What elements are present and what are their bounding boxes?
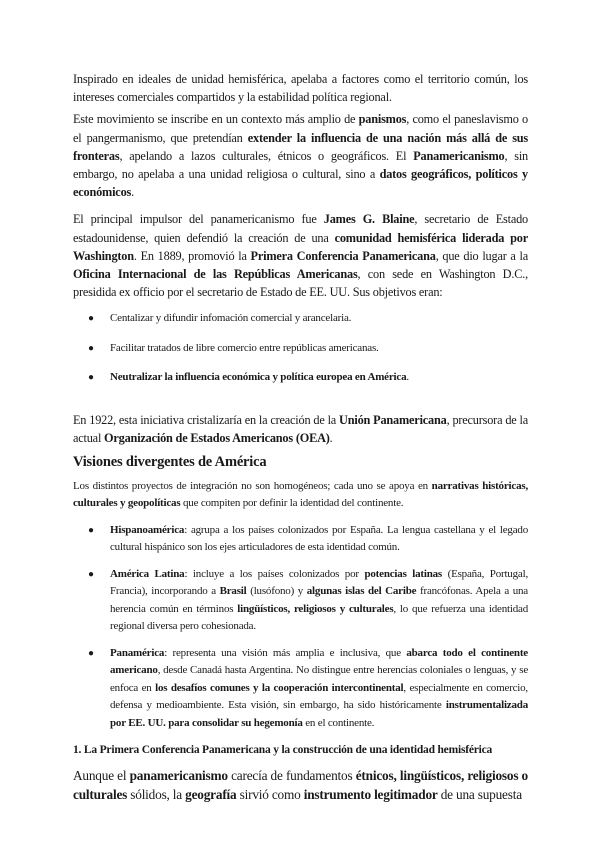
bold-text: Neutralizar la influencia económica y política europea en América bbox=[110, 371, 407, 384]
bold-text: potencias latinas bbox=[364, 567, 443, 580]
text-run: Centalizar y difundir infomación comercial y arancelaria. bbox=[110, 312, 352, 325]
text-run: Facilitar tratados de libre comercio entre repúblicas americanas. bbox=[110, 341, 379, 354]
bullet-icon: ● bbox=[88, 568, 94, 580]
text-run: , especialmente en comercio, defensa y medioambiente. Esta visión, sin embargo, ha sido históricamente bbox=[110, 681, 528, 712]
list-item-objective-1 bbox=[88, 310, 528, 328]
paragraph-blaine bbox=[73, 210, 528, 301]
bold-text: Panamericanismo bbox=[413, 148, 505, 163]
text-run: Inspirado en ideales de unidad hemisférica, apelaba a factores como el territorio común, los intereses comerciales compartidos y la estabilidad política regional. bbox=[73, 72, 528, 105]
bold-text: Oficina Internacional de las Repúblicas Americanas bbox=[73, 267, 358, 282]
text-run: que compiten por definir la identidad del continente. bbox=[180, 497, 404, 510]
list-item-objective-3 bbox=[88, 369, 528, 387]
text-run: , desde Canadá hasta Argentina. No distingue entre herencias coloniales o lenguas, y se enfoca en bbox=[110, 664, 528, 694]
text-run: . bbox=[131, 185, 134, 200]
bullet-icon: ● bbox=[88, 524, 94, 536]
text-run: . bbox=[406, 371, 409, 384]
bold-text: Organización de Estados Americanos (OEA) bbox=[104, 431, 330, 446]
bold-text: Unión Panamericana bbox=[339, 412, 447, 427]
bold-text: lingüísticos, religiosos y culturales bbox=[237, 602, 394, 615]
text-run: de una supuesta bbox=[437, 787, 522, 803]
bold-text: abarca todo el continente americano bbox=[110, 646, 528, 677]
text-run: , que dio lugar a la bbox=[435, 248, 528, 263]
bold-text: Panamérica bbox=[110, 646, 165, 659]
bold-text: comunidad hemisférica liderada por Washington bbox=[73, 230, 529, 263]
bullet-icon: ● bbox=[88, 313, 94, 325]
paragraph-geografia bbox=[73, 766, 528, 804]
list-item-hispanoamerica bbox=[88, 522, 528, 557]
text-run: , como el paneslavismo o el pangermanismo, que pretendían bbox=[73, 112, 528, 145]
text-run: Aunque el bbox=[73, 768, 130, 784]
text-run: 1. La Primera Conferencia Panamericana y la construcción de una identidad hemisférica bbox=[73, 744, 493, 757]
text-run: , precursora de la actual bbox=[73, 412, 528, 446]
bold-text: narrativas históricas, culturales y geopolíticas bbox=[73, 479, 529, 510]
paragraph-visiones bbox=[73, 478, 528, 513]
text-run: , sin embargo, no apelaba a una unidad religiosa o cultural, sino a bbox=[73, 148, 529, 182]
text-run: : representa una visión más amplia e inclusiva, que bbox=[164, 646, 407, 659]
bold-text: datos geográficos, políticos y económicos bbox=[73, 167, 528, 200]
text-run: francófonas. Apela a una herencia común en términos bbox=[110, 585, 528, 615]
paragraph-oea bbox=[73, 411, 528, 447]
subsection-heading bbox=[73, 741, 528, 759]
text-run: El principal impulsor del panamericanismo fue bbox=[73, 212, 324, 227]
list-item-objective-2 bbox=[88, 340, 528, 358]
text-run: sólidos, la bbox=[127, 787, 186, 803]
bold-text: James G. Blaine bbox=[323, 212, 415, 227]
text-run: Este movimiento se inscribe en un contexto más amplio de bbox=[73, 112, 359, 127]
bold-text: étnicos, lingüísticos, religiosos o culturales bbox=[73, 768, 528, 803]
bold-text: instrumentalizada por EE. UU. para consolidar su hegemonía bbox=[110, 699, 528, 729]
text-run: , lo que refuerza una identidad regional diversa pero cohesionada. bbox=[110, 602, 528, 633]
bold-text: panismos bbox=[358, 112, 407, 127]
text-run: Los distintos proyectos de integración no son homogéneos; cada uno se apoya en bbox=[73, 479, 432, 492]
text-run: (España, Portugal, Francia), incorporando a bbox=[110, 567, 528, 598]
bullet-icon: ● bbox=[88, 647, 94, 659]
text-run: En 1922, esta iniciativa cristalizaría en la creación de la bbox=[73, 412, 340, 427]
bullet-icon: ● bbox=[88, 372, 94, 384]
bold-text: Primera Conferencia Panamericana bbox=[250, 248, 436, 263]
text-run: carecía de fundamentos bbox=[227, 768, 356, 784]
bold-text: geografía bbox=[185, 787, 237, 803]
bold-text: extender la influencia de una nación más allá de sus fronteras bbox=[73, 130, 529, 163]
list-item-panamerica bbox=[88, 645, 528, 733]
bold-text: panamericanismo bbox=[129, 768, 228, 784]
text-run: sirvió como bbox=[236, 787, 304, 803]
text-run: , secretario de Estado estadounidense, quien defendió la creación de una bbox=[73, 212, 528, 245]
text-run: , apelando a lazos culturales, étnicos o geográficos. El bbox=[119, 148, 414, 163]
paragraph-panismos bbox=[73, 110, 528, 201]
text-run: . bbox=[329, 431, 333, 446]
bold-text: América Latina bbox=[110, 567, 185, 580]
list-item-america-latina bbox=[88, 566, 528, 636]
section-heading bbox=[73, 453, 528, 471]
text-run: , con sede en Washington D.C., presidida ex officio por el secretario de Estado de EE. UU. Sus objetivos eran: bbox=[73, 267, 528, 300]
text-run: : agrupa a los países colonizados por España. La lengua castellana y el legado cultural hispánico son los ejes articuladores de esta identidad común. bbox=[110, 523, 528, 554]
text-run: Visiones divergentes de América bbox=[73, 454, 267, 471]
text-run: (lusófono) y bbox=[246, 585, 307, 598]
paragraph-intro bbox=[73, 70, 528, 106]
bold-text: instrumento legitimador bbox=[303, 787, 438, 803]
bullet-icon: ● bbox=[88, 342, 94, 354]
bold-text: algunas islas del Caribe bbox=[306, 585, 417, 598]
bold-text: los desafíos comunes y la cooperación intercontinental bbox=[155, 681, 404, 694]
bold-text: Brasil bbox=[219, 585, 247, 598]
text-run: : incluye a los países colonizados por bbox=[184, 567, 365, 580]
text-run: en el continente. bbox=[302, 716, 375, 729]
bold-text: Hispanoamérica bbox=[110, 523, 185, 536]
text-run: . En 1889, promovió la bbox=[133, 248, 251, 263]
